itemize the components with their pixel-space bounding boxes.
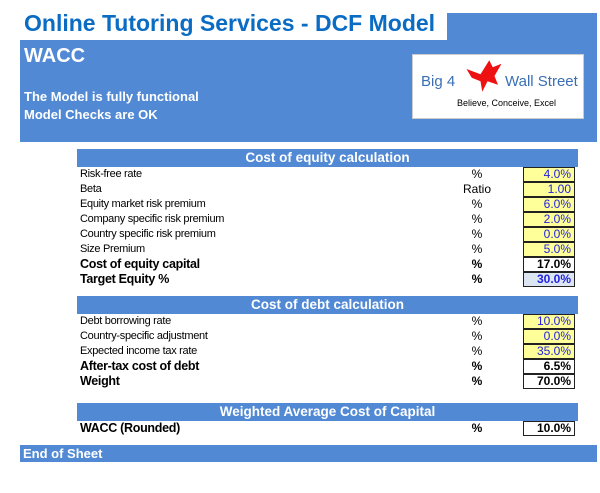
row-unit: % [471,272,483,286]
row-value-cell[interactable]: 1.00 [523,182,575,197]
table-row [77,344,578,359]
row-value-cell[interactable]: 5.0% [523,242,575,257]
model-status: The Model is fully functional [24,89,199,104]
equity-section-header: Cost of equity calculation [77,149,578,167]
row-unit: % [471,167,483,181]
row-label: Weight [80,374,120,388]
logo [412,54,584,119]
header-band [447,13,597,41]
row-value-cell[interactable]: 6.0% [523,197,575,212]
row-value-cell[interactable]: 17.0% [523,257,575,272]
row-unit: % [471,257,483,271]
table-row [77,197,578,212]
row-unit: % [471,242,483,256]
logo-tagline: Believe, Conceive, Excel [457,98,557,108]
logo-text-left: Big 4 [421,73,456,90]
table-row [77,272,578,287]
row-label: Target Equity % [80,272,170,286]
row-unit: % [471,344,483,358]
row-unit: % [471,314,483,328]
row-value-cell[interactable]: 6.5% [523,359,575,374]
table-row [77,257,578,272]
row-label: Size Premium [80,243,145,255]
debt-section-header: Cost of debt calculation [77,296,578,314]
row-label: WACC (Rounded) [80,421,180,435]
row-label: Debt borrowing rate [80,315,171,327]
table-row [77,242,578,257]
table-row [77,421,578,436]
row-label: Country-specific adjustment [80,330,208,342]
logo-text-right: Wall Street [505,73,578,90]
row-unit: % [471,329,483,343]
model-checks: Model Checks are OK [24,107,158,122]
row-value-cell[interactable]: 30.0% [523,272,575,287]
table-row [77,314,578,329]
row-unit: % [471,227,483,241]
header-banner [20,40,597,142]
page-title: Online Tutoring Services - DCF Model [24,10,436,36]
end-of-sheet: End of Sheet [20,445,597,462]
row-label: Cost of equity capital [80,257,200,271]
table-row [77,329,578,344]
table-row [77,374,578,389]
row-unit: % [471,421,483,435]
row-unit: % [471,197,483,211]
row-label: Equity market risk premium [80,198,206,210]
table-row [77,182,578,197]
row-label: After-tax cost of debt [80,359,200,373]
row-value-cell[interactable]: 10.0% [523,314,575,329]
row-value-cell[interactable]: 10.0% [523,421,575,436]
row-unit: Ratio [462,182,491,196]
table-row [77,167,578,182]
eagle-icon [463,57,505,95]
row-label: Beta [80,183,102,195]
row-unit: % [471,374,483,388]
row-label: Risk-free rate [80,168,142,180]
row-label: Company specific risk premium [80,213,225,225]
row-value-cell[interactable]: 0.0% [523,227,575,242]
row-value-cell[interactable]: 35.0% [523,344,575,359]
row-unit: % [471,212,483,226]
row-value-cell[interactable]: 70.0% [523,374,575,389]
wacc-section-header: Weighted Average Cost of Capital [77,403,578,421]
table-row [77,359,578,374]
row-value-cell[interactable]: 2.0% [523,212,575,227]
row-label: Expected income tax rate [80,345,197,357]
row-value-cell[interactable]: 4.0% [523,167,575,182]
table-row [77,227,578,242]
row-label: Country specific risk premium [80,228,216,240]
row-value-cell[interactable]: 0.0% [523,329,575,344]
sheet-title: WACC [24,45,86,67]
table-row [77,212,578,227]
row-unit: % [471,359,483,373]
